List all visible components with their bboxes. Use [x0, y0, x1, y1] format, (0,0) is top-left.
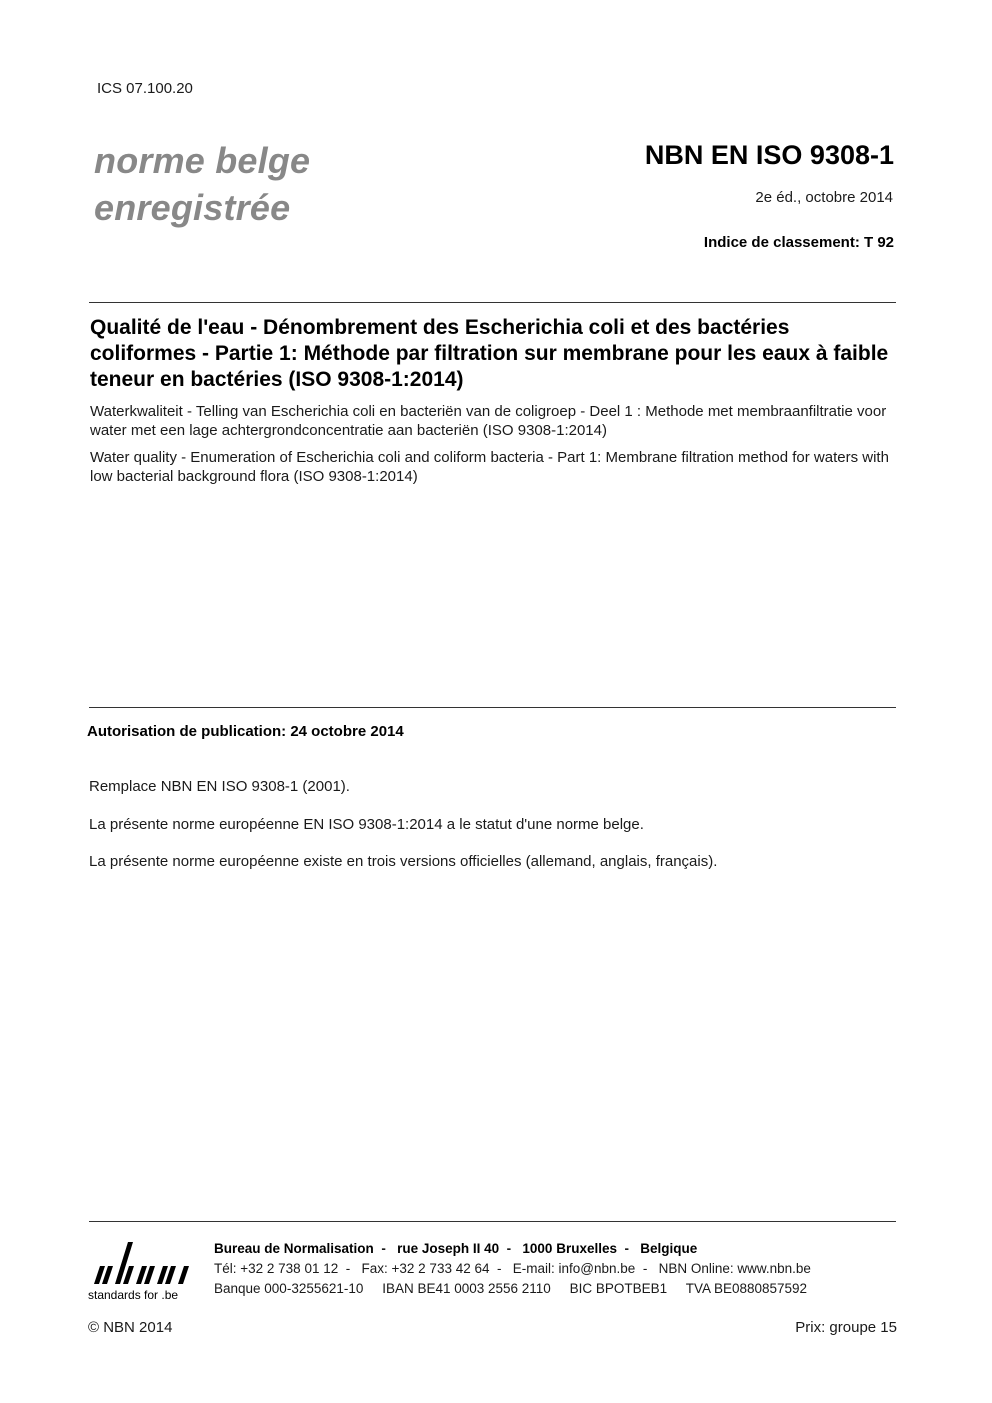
- replaces-note: Remplace NBN EN ISO 9308-1 (2001).: [89, 778, 350, 795]
- price-group: Prix: groupe 15: [795, 1319, 897, 1336]
- org-city: 1000 Bruxelles: [522, 1241, 617, 1256]
- title-dutch: Waterkwaliteit - Telling van Escherichia coli en bacteriën van de coligroep - Deel 1 : Methode met membraanfiltratie voor water met een lage achtergrondconcentratie aan bacteriën (ISO 9308-1:2014): [90, 403, 887, 439]
- org-tel: Tél: +32 2 738 01 12: [214, 1261, 339, 1276]
- standard-number: NBN EN ISO 9308-1: [644, 140, 894, 170]
- org-address: Bureau de Normalisation - rue Joseph II 40 - 1000 Bruxelles - Belgique: [214, 1241, 698, 1256]
- org-bank: Banque 000-3255621-10: [214, 1281, 364, 1296]
- divider-footer: [89, 1221, 896, 1222]
- norm-type-line1: norme belge: [94, 140, 311, 181]
- org-fax: Fax: +32 2 733 42 64: [361, 1261, 490, 1276]
- divider-top: [89, 302, 896, 303]
- classification-index: Indice de classement: T 92: [703, 234, 894, 251]
- edition: 2e éd., octobre 2014: [755, 189, 893, 206]
- norm-type-line2: enregistrée: [94, 187, 291, 228]
- logo-tagline: standards for .be: [88, 1288, 179, 1302]
- status-note: La présente norme européenne EN ISO 9308-1:2014 a le statut d'une norme belge.: [89, 816, 644, 833]
- org-iban: IBAN BE41 0003 2556 2110: [382, 1281, 551, 1296]
- copyright: © NBN 2014: [88, 1319, 173, 1336]
- org-online: NBN Online: www.nbn.be: [658, 1261, 811, 1276]
- org-street: rue Joseph II 40: [397, 1241, 500, 1256]
- ics-code: ICS 07.100.20: [97, 80, 193, 97]
- org-vat: TVA BE0880857592: [685, 1281, 808, 1296]
- org-bic: BIC BPOTBEB1: [569, 1281, 668, 1296]
- title-english: Water quality - Enumeration of Escherichia coli and coliform bacteria - Part 1: Membrane filtration method for waters with low bacterial background flora (ISO 9308-1:2014): [90, 449, 889, 485]
- org-name: Bureau de Normalisation: [214, 1241, 374, 1256]
- versions-note: La présente norme européenne existe en trois versions officielles (allemand, anglais, français).: [89, 853, 718, 870]
- org-bank-details: [214, 1281, 807, 1296]
- publication-authorisation: Autorisation de publication: 24 octobre 2014: [87, 723, 404, 740]
- org-country: Belgique: [640, 1241, 698, 1256]
- org-email: E-mail: info@nbn.be: [512, 1261, 636, 1276]
- divider-middle: [89, 707, 896, 708]
- title-french: Qualité de l'eau - Dénombrement des Escherichia coli et des bactéries coliformes - Partie 1: Méthode par filtration sur membrane pour les eaux à faible teneur en bactéries (ISO 9308-1:2014): [90, 316, 889, 391]
- org-contacts: Tél: +32 2 738 01 12 - Fax: +32 2 733 42 64 - E-mail: info@nbn.be - NBN Online: www.nbn.be: [214, 1261, 811, 1276]
